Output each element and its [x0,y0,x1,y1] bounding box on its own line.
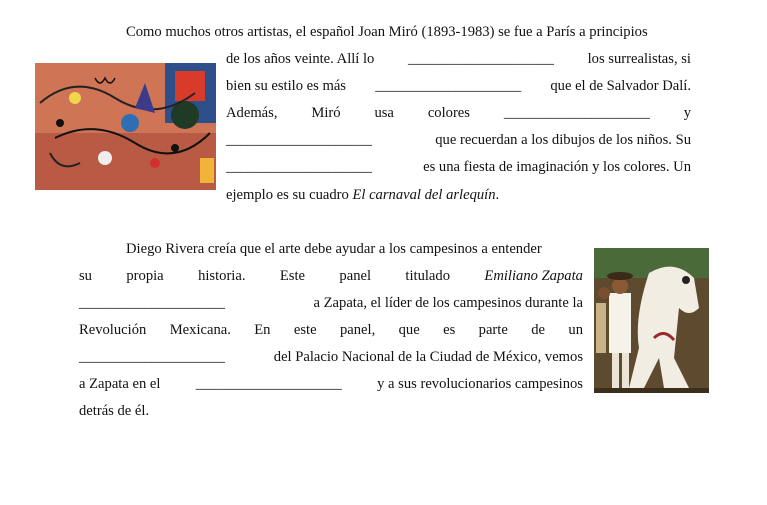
p2-word: que [398,322,420,338]
p2-blank-1[interactable]: ____________________ [79,295,225,311]
p2-word: titulado [405,268,451,284]
p1-text: es una fiesta de imaginación y los colores. Un [423,159,691,175]
p2-word: un [568,322,583,338]
p2-text: a Zapata en el [79,376,161,392]
p2-line-3 [79,293,583,313]
p2-word: su [79,268,92,284]
miro-painting-image [35,63,216,190]
p1-word: Además, [226,105,278,121]
p2-word: parte [478,322,508,338]
p1-blank-1[interactable]: ____________________ [408,51,554,67]
p2-blank-3[interactable]: ____________________ [195,376,342,392]
p1-word: y [683,105,691,121]
p1-text: bien su estilo es más [226,78,346,94]
p1-blank-3[interactable]: ____________________ [503,105,650,121]
p2-line-6 [79,374,583,394]
p2-line-7: detrás de él. [79,403,150,419]
p1-line-4 [226,103,691,123]
rivera-painting-title: Emiliano Zapata [484,268,583,284]
p2-word: Este [279,268,306,284]
p2-word: este [293,322,317,338]
p2-line-1: Diego Rivera creía que el arte debe ayudar a los campesinos a entender [126,241,542,257]
p2-word: En [254,322,271,338]
p1-line-2 [226,49,691,69]
miro-painting-title: El carnaval del arlequín [352,187,496,203]
p2-line-4 [79,320,583,340]
rivera-painting-image [594,248,709,393]
p2-word: panel, [339,322,376,338]
p2-word: panel [339,268,372,284]
p2-line-5 [79,347,583,367]
p1-text: que el de Salvador Dalí. [550,78,691,94]
p2-word: de [531,322,545,338]
p1-line-7 [226,185,499,205]
p2-text: y a sus revolucionarios campesinos [377,376,583,392]
p1-word: colores [427,105,470,121]
p1-text: que recuerdan a los dibujos de los niños. Su [435,132,691,148]
p2-word: Revolución [79,322,147,338]
p2-text: a Zapata, el líder de los campesinos durante la [313,295,583,311]
p2-blank-2[interactable]: ____________________ [79,349,225,365]
p1-text: ejemplo es su cuadro [226,187,349,203]
p2-line-2 [79,266,583,286]
p1-blank-2[interactable]: ____________________ [375,78,522,94]
p1-line-5 [226,130,691,150]
p1-blank-5[interactable]: ____________________ [226,159,372,175]
p1-blank-4[interactable]: ____________________ [226,132,372,148]
p1-word: usa [374,105,394,121]
p2-word: historia. [198,268,246,284]
p2-word: Mexicana. [169,322,231,338]
p1-line-6 [226,157,691,177]
p1-text: de los años veinte. Allí lo [226,51,375,67]
p2-text: del Palacio Nacional de la Ciudad de México, vemos [273,349,583,365]
p1-text: los surrealistas, si [587,51,691,67]
p2-word: propia [126,268,164,284]
p1-word: Miró [311,105,341,121]
p1-text: . [495,187,500,203]
p1-line-1: Como muchos otros artistas, el español Joan Miró (1893-1983) se fue a París a principios [126,24,648,40]
p2-word: es [443,322,456,338]
p1-line-3 [226,76,691,96]
